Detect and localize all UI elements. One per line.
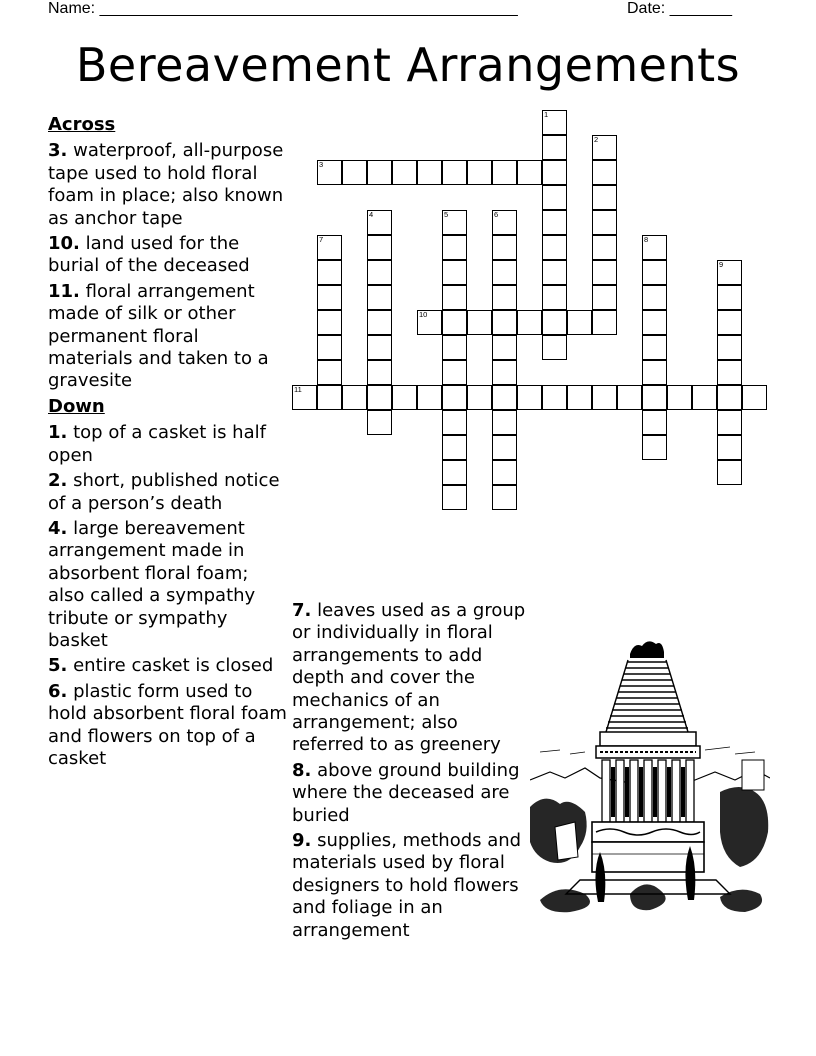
crossword-cell[interactable] [442, 210, 467, 235]
crossword-cell[interactable] [492, 235, 517, 260]
clue-down-5 [48, 655, 288, 677]
crossword-cell[interactable] [367, 310, 392, 335]
crossword-cell[interactable] [667, 385, 692, 410]
crossword-cell[interactable] [717, 360, 742, 385]
crossword-cell[interactable] [417, 160, 442, 185]
crossword-cell[interactable] [492, 360, 517, 385]
crossword-cell[interactable] [317, 285, 342, 310]
crossword-cell[interactable] [492, 210, 517, 235]
crossword-cell[interactable] [592, 235, 617, 260]
crossword-cell[interactable] [392, 160, 417, 185]
crossword-cell[interactable] [642, 385, 667, 410]
crossword-cell[interactable] [317, 260, 342, 285]
crossword-cell[interactable] [592, 285, 617, 310]
crossword-cell[interactable] [517, 310, 542, 335]
crossword-cell[interactable] [542, 335, 567, 360]
crossword-cell[interactable] [692, 385, 717, 410]
cell-number: 5 [444, 210, 449, 219]
crossword-cell[interactable] [417, 385, 442, 410]
crossword-cell[interactable] [717, 310, 742, 335]
crossword-cell[interactable] [742, 385, 767, 410]
crossword-cell[interactable] [542, 285, 567, 310]
crossword-cell[interactable] [442, 285, 467, 310]
crossword-cell[interactable] [717, 385, 742, 410]
clue-number: 8. [292, 759, 312, 781]
clue-text: entire casket is closed [67, 655, 274, 677]
crossword-cell[interactable] [367, 335, 392, 360]
crossword-cell[interactable] [442, 485, 467, 510]
crossword-cell[interactable] [642, 260, 667, 285]
crossword-cell[interactable] [317, 310, 342, 335]
crossword-cell[interactable] [417, 310, 442, 335]
crossword-cell[interactable] [642, 310, 667, 335]
crossword-cell[interactable] [617, 385, 642, 410]
crossword-cell[interactable] [367, 385, 392, 410]
crossword-cell[interactable] [317, 385, 342, 410]
crossword-cell[interactable] [492, 160, 517, 185]
clue-text: supplies, methods and materials used by floral designers to hold flowers and foliage in an arrangement [292, 830, 522, 941]
clue-across-3 [48, 140, 288, 230]
crossword-cell[interactable] [317, 235, 342, 260]
crossword-cell[interactable] [467, 385, 492, 410]
crossword-cell[interactable] [542, 235, 567, 260]
crossword-cell[interactable] [492, 485, 517, 510]
crossword-cell[interactable] [492, 435, 517, 460]
crossword-cell[interactable] [542, 310, 567, 335]
crossword-cell[interactable] [717, 435, 742, 460]
clue-number: 9. [292, 830, 312, 852]
crossword-cell[interactable] [392, 385, 417, 410]
clues-right-column [292, 600, 532, 945]
page-title: Bereavement Arrangements [75, 38, 741, 92]
clue-down-7 [292, 600, 532, 757]
crossword-cell[interactable] [367, 410, 392, 435]
clue-number: 2. [48, 470, 68, 492]
clue-text: leaves used as a group or individually in floral arrangements to add depth and cover the mechanics of an arrangement; also referred to as greenery [292, 600, 526, 756]
clue-text: top of a casket is half open [48, 422, 266, 466]
crossword-cell[interactable] [442, 260, 467, 285]
cell-number: 2 [594, 135, 599, 144]
clue-number: 5. [48, 655, 68, 677]
clue-number: 4. [48, 517, 68, 539]
crossword-cell[interactable] [442, 410, 467, 435]
crossword-cell[interactable] [542, 210, 567, 235]
crossword-cell[interactable] [542, 160, 567, 185]
clue-across-11 [48, 281, 288, 393]
crossword-cell[interactable] [717, 260, 742, 285]
crossword-cell[interactable] [717, 410, 742, 435]
clue-down-9 [292, 830, 532, 942]
crossword-cell[interactable] [592, 385, 617, 410]
crossword-cell[interactable] [592, 260, 617, 285]
clue-text: plastic form used to hold absorbent floral foam and flowers on top of a casket [48, 680, 287, 769]
clue-down-2 [48, 470, 288, 515]
crossword-cell[interactable] [467, 160, 492, 185]
crossword-cell[interactable] [442, 235, 467, 260]
clue-down-4 [48, 518, 288, 652]
crossword-cell[interactable] [642, 335, 667, 360]
clue-text: short, published notice of a person’s death [48, 470, 280, 514]
crossword-cell[interactable] [642, 235, 667, 260]
crossword-cell[interactable] [442, 160, 467, 185]
cell-number: 8 [644, 235, 649, 244]
crossword-cell[interactable] [542, 260, 567, 285]
crossword-cell[interactable] [317, 335, 342, 360]
crossword-cell[interactable] [642, 410, 667, 435]
clue-down-6 [48, 681, 288, 771]
clue-text: land used for the burial of the deceased [48, 233, 250, 277]
crossword-cell[interactable] [642, 360, 667, 385]
crossword-cell[interactable] [642, 435, 667, 460]
clue-text: large bereavement arrangement made in absorbent floral foam; also called a sympathy tribute or sympathy basket [48, 517, 256, 651]
clue-text: floral arrangement made of silk or other permanent floral materials and taken to a gravesite [48, 280, 269, 392]
clue-across-10 [48, 233, 288, 278]
clue-down-8 [292, 760, 532, 827]
crossword-cell[interactable] [542, 385, 567, 410]
crossword-cell[interactable] [592, 135, 617, 160]
cell-number: 6 [494, 210, 499, 219]
clue-number: 3. [48, 140, 68, 162]
crossword-cell[interactable] [517, 385, 542, 410]
clue-number: 10. [48, 233, 80, 255]
crossword-cell[interactable] [367, 285, 392, 310]
clue-number: 7. [292, 600, 312, 621]
cell-number: 4 [369, 210, 374, 219]
down-heading: Down [48, 395, 105, 417]
across-heading: Across [48, 114, 116, 135]
crossword-cell[interactable] [542, 110, 567, 135]
cell-number: 3 [319, 160, 324, 169]
crossword-cell[interactable] [492, 310, 517, 335]
crossword-cell[interactable] [442, 360, 467, 385]
crossword-cell[interactable] [492, 385, 517, 410]
crossword-cell[interactable] [592, 310, 617, 335]
crossword-cell[interactable] [592, 185, 617, 210]
clues-left-column [48, 114, 288, 773]
crossword-cell[interactable] [567, 385, 592, 410]
cell-number: 10 [419, 310, 428, 319]
crossword-cell[interactable] [367, 260, 392, 285]
crossword-cell[interactable] [442, 385, 467, 410]
crossword-cell[interactable] [592, 210, 617, 235]
crossword-cell[interactable] [442, 335, 467, 360]
cell-number: 11 [294, 385, 302, 394]
mausoleum-illustration-icon [530, 632, 770, 914]
crossword-cell[interactable] [492, 260, 517, 285]
crossword-cell[interactable] [517, 160, 542, 185]
crossword-cell[interactable] [492, 410, 517, 435]
clue-number: 1. [48, 422, 68, 444]
crossword-cell[interactable] [342, 160, 367, 185]
crossword-cell[interactable] [642, 285, 667, 310]
crossword-cell[interactable] [442, 435, 467, 460]
crossword-cell[interactable] [342, 385, 367, 410]
crossword-cell[interactable] [492, 285, 517, 310]
crossword-cell[interactable] [592, 160, 617, 185]
clue-number: 6. [48, 680, 68, 702]
clue-text: above ground building where the deceased are buried [292, 759, 520, 826]
crossword-cell[interactable] [367, 360, 392, 385]
date-field-label: Date: _______ [627, 0, 732, 17]
crossword-cell[interactable] [367, 210, 392, 235]
crossword-cell[interactable] [442, 310, 467, 335]
crossword-cell[interactable] [442, 460, 467, 485]
crossword-cell[interactable] [367, 235, 392, 260]
clue-down-1 [48, 422, 288, 467]
crossword-cell[interactable] [542, 185, 567, 210]
crossword-cell[interactable] [317, 160, 342, 185]
name-field-label: Name: _______________________________________________ [48, 0, 518, 17]
crossword-cell[interactable] [717, 460, 742, 485]
crossword-cell[interactable] [492, 460, 517, 485]
crossword-cell[interactable] [467, 310, 492, 335]
crossword-cell[interactable] [542, 135, 567, 160]
cell-number: 1 [544, 110, 549, 119]
crossword-cell[interactable] [292, 385, 317, 410]
crossword-cell[interactable] [317, 360, 342, 385]
crossword-cell[interactable] [567, 310, 592, 335]
crossword-cell[interactable] [367, 160, 392, 185]
cell-number: 7 [319, 235, 324, 244]
clue-number: 11. [48, 280, 80, 302]
cell-number: 9 [719, 260, 724, 269]
clue-text: waterproof, all-purpose tape used to hold floral foam in place; also known as anchor tape [48, 140, 284, 229]
crossword-cell[interactable] [717, 285, 742, 310]
crossword-cell[interactable] [492, 335, 517, 360]
crossword-cell[interactable] [717, 335, 742, 360]
